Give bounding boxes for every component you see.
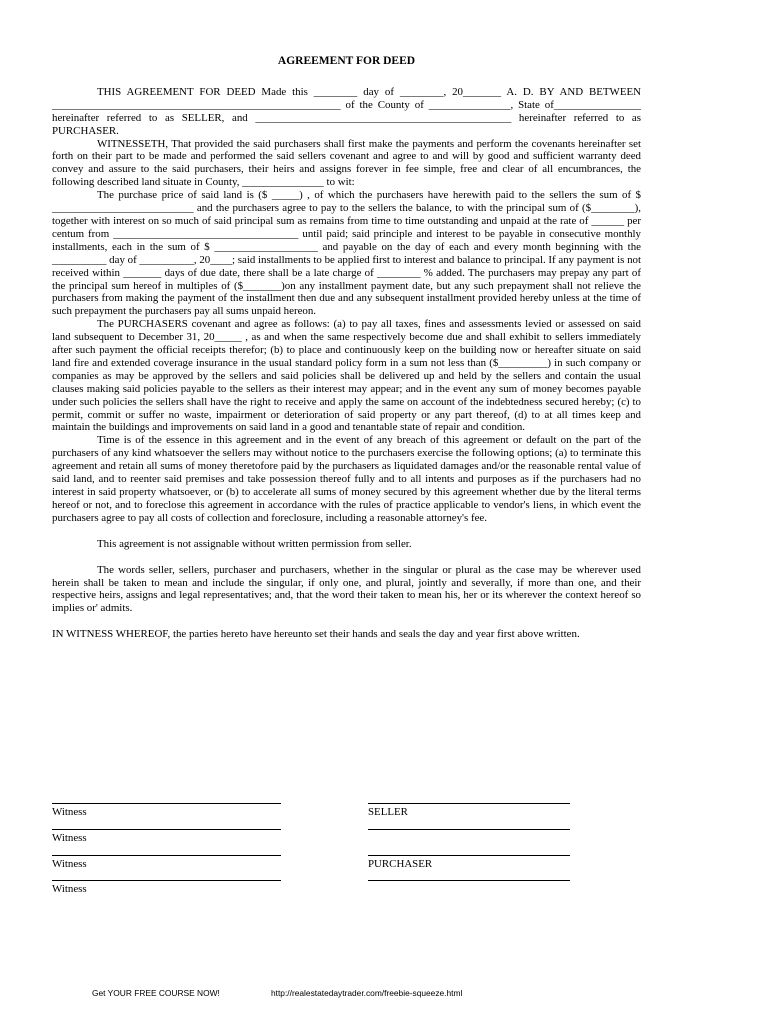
agreement-document (52, 55, 641, 641)
default-paragraph: Time is of the essence in this agreement and in the event of any breach of this agreement or default on the part of the purchasers of any kind whatsoever the sellers may without notice to the purchasers exercise the following options; (a) to terminate this agreement and retain all sums of money theretofore paid by the purchasers as liquidated damages and/or the reasonable rental value of said land, and to reenter said premises and take possession thereof fully and to all intents and purposes as if the purchasers had no interest in said property whatsoever, or (b) to accelerate all sums of money secured by this agreement whether due by the literal terms hereof or not, and to foreclose this agreement in accordance with the rules of practice applicable to vendor's liens, in which event the purchasers agree to pay all costs of collection and foreclosure, including a reasonable attorney's fee. (52, 434, 641, 524)
witness-label: Witness (52, 858, 87, 870)
witness-label: Witness (52, 806, 87, 818)
witnesseth-paragraph: WITNESSETH, That provided the said purchasers shall first make the payments and perform the covenants hereinafter set forth on their part to be made and performed the said sellers covenant and agree to and will by good and sufficient warranty deed convey and assure to the said purchasers, their heirs and assigns forever in fee simple, free and clear of all encumbrances, the following described land situate in County, _______________ to wit: (52, 137, 641, 189)
seller-label: SELLER (368, 806, 408, 818)
purchaser-label: PURCHASER (368, 858, 433, 870)
footer-url-link[interactable]: http://realestatedaytrader.com/freebie-squeeze.html (271, 988, 463, 998)
footer-promo: Get YOUR FREE COURSE NOW! (92, 988, 220, 998)
signature-line (368, 855, 570, 856)
signature-line (52, 829, 281, 830)
witness-label: Witness (52, 832, 87, 844)
purchase-price-paragraph: The purchase price of said land is ($ _____) , of which the purchasers have herewith paid to the sellers the sum of $ __________________________ and the purchasers agree to pay to the sellers the balance, to with the principal sum of ($________), together with interest on so much of said principal sum as remains from time to time outstanding and unpaid at the rate of ______ per centum from __________________________________ until paid; said principle and interest to be payable in consecutive monthly installments, each in the sum of $ ___________________ and payable on the day of each and every month beginning with the __________ day of __________, 20____; said installments to be applied first to interest and balance to principal. If any payment is not received within _______ days of due date, there shall be a late charge of ________ % added. The purchasers may prepay any part of the principal sum hereof in multiples of ($_______)on any installment payment date, but any such prepayment shall not relieve the purchasers from making the payment of the installment then due and any subsequent installment provided hereby unless at the time of such prepayment the purchasers pay all sums unpaid hereon. (52, 189, 641, 318)
signature-line (52, 880, 281, 881)
opening-paragraph: THIS AGREEMENT FOR DEED Made this ________ day of ________, 20_______ A. D. BY AND BETWEEN _____________________________________________________ of the County of _______________, State of________________ hereinafter referred to as SELLER, and _______________________________________________ hereinafter referred to as PURCHASER. (52, 85, 641, 137)
signature-line (368, 880, 570, 881)
purchasers-covenant-paragraph: The PURCHASERS covenant and agree as follows: (a) to pay all taxes, fines and assessments levied or assessed on said land subsequent to December 31, 20_____ , as and when the same respectively become due and shall exhibit to sellers immediately after such payment the official receipts therefor; (b) to place and continuously keep on the building now or hereafter situate on said land fire and extended coverage insurance in the usual standard policy form in a sum not less than ($_________) in such company or companies as may be approved by the sellers and said policies shall be delivered up and held by the sellers and contain the usual clauses making said policies payable to the sellers as their interest may appear; and in the event any sum of money becomes payable under such policies the sellers shall have the right to receive and apply the same on account of the indebtedness secured hereby; (c) to permit, commit or suffer no waste, impairment or deterioration of said property or any part thereof, (d) to at all times keep and maintain the buildings and improvements on said land in a good and tenantable state of repair and condition. (52, 318, 641, 434)
assignability-paragraph: This agreement is not assignable without written permission from seller. (97, 537, 412, 550)
signature-line (52, 855, 281, 856)
signature-line (52, 803, 281, 804)
signature-line (368, 803, 570, 804)
document-title: AGREEMENT FOR DEED (277, 55, 416, 67)
signature-line (368, 829, 570, 830)
definitions-paragraph: The words seller, sellers, purchaser and purchasers, whether in the singular or plural as the case may be wherever used herein shall be taken to mean and include the singular, if only one, and plural, jointly and severally, if more than one, and their respective heirs, assigns and legal representatives; and, that the word their taken to mean his, her or its wherever the context hereof so implies or' admits. (52, 563, 641, 615)
witness-label: Witness (52, 883, 87, 895)
in-witness-paragraph: IN WITNESS WHEREOF, the parties hereto have hereunto set their hands and seals the day and year first above written. (52, 628, 580, 641)
